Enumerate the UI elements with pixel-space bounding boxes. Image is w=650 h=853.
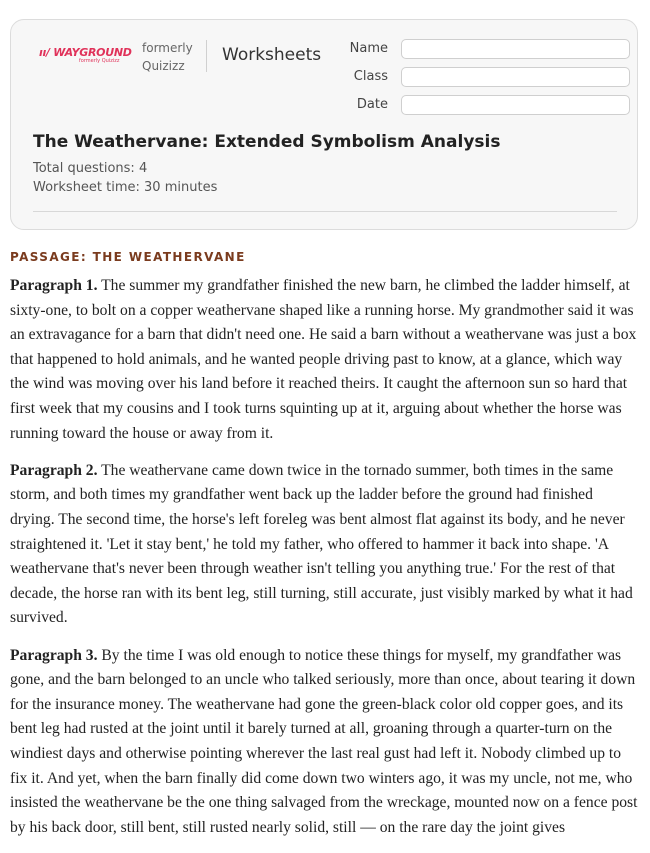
paragraph-lead: Paragraph 1. [10, 277, 98, 294]
header-bottom-divider [33, 211, 617, 212]
passage-body [10, 274, 638, 853]
paragraph-2 [10, 459, 638, 631]
worksheet-time: Worksheet time: 30 minutes [33, 180, 218, 195]
logo-text: ıı/ WAYGROUND [39, 46, 132, 59]
paragraph-1 [10, 274, 638, 446]
logo-subtext: formerly Quizizz [79, 58, 120, 64]
logo-bars-icon: ıı/ [39, 46, 54, 59]
header-divider [206, 40, 207, 72]
date-label: Date [356, 97, 388, 112]
passage-label: PASSAGE: THE WEATHERVANE [10, 250, 246, 264]
paragraph-text: The weathervane came down twice in the tornado summer, both times in the same storm, and both times my grandfather went back up the ladder before the ground had finished drying. The second time, the horse's left foreleg was bent almost flat against its body, and he never straightened it. 'Let it stay bent,' he told my father, who offered to hammer it back into shape. 'A weathervane that's never been through weather isn't telling you anything true.' For the rest of that decade, the horse ran with its bent leg, still turning, still accurate, just visibly marked by what it had survived. [10, 461, 633, 627]
name-label: Name [349, 41, 388, 56]
total-questions: Total questions: 4 [33, 161, 148, 176]
date-field[interactable] [401, 95, 630, 115]
paragraph-3 [10, 644, 638, 841]
wayground-logo [39, 46, 132, 64]
worksheet-header-card [10, 19, 638, 230]
worksheet-title: The Weathervane: Extended Symbolism Analysis [33, 132, 501, 152]
paragraph-text: By the time I was old enough to notice these things for myself, my grandfather was gone, and the barn belonged to an uncle who talked seriously, more than once, about tearing it down for the insurance money. The weathervane had gone the green-black color old copper goes, and its bent leg had rusted at the joint until it barely turned at all, groaning through a quarter-turn on the windiest days and otherwise pointing wherever the last real gust had left it. Nobody climbed up to fix it. And yet, when the barn finally did come down two winters ago, it was my uncle, not me, who insisted the weathervane be the one thing salvaged from the wreckage, mounted now on a fence post by his back door, still bent, still rusted nearly solid, still — on the rare day the joint gives [10, 646, 638, 836]
paragraph-text: The summer my grandfather finished the new barn, he climbed the ladder himself, at sixty-one, to bolt on a copper weathervane shaped like a running horse. My grandmother said it was an extravagance for a barn that didn't need one. He said a barn without a weathervane was just a box that happened to hold animals, and he wanted people driving past to know, at a glance, which way the wind was moving over his land before it reached theirs. It caught the afternoon sun so hard that first week that my cousins and I took turns squinting up at it, arguing about whether the horse was running toward the house or away from it. [10, 277, 637, 442]
paragraph-lead: Paragraph 3. [10, 646, 98, 664]
product-name: Worksheets [222, 45, 322, 65]
formerly-quizizz-note: formerly Quizizz [142, 41, 193, 73]
class-label: Class [353, 69, 388, 84]
paragraph-lead: Paragraph 2. [10, 461, 98, 479]
class-field[interactable] [401, 67, 630, 87]
name-field[interactable] [401, 39, 630, 59]
